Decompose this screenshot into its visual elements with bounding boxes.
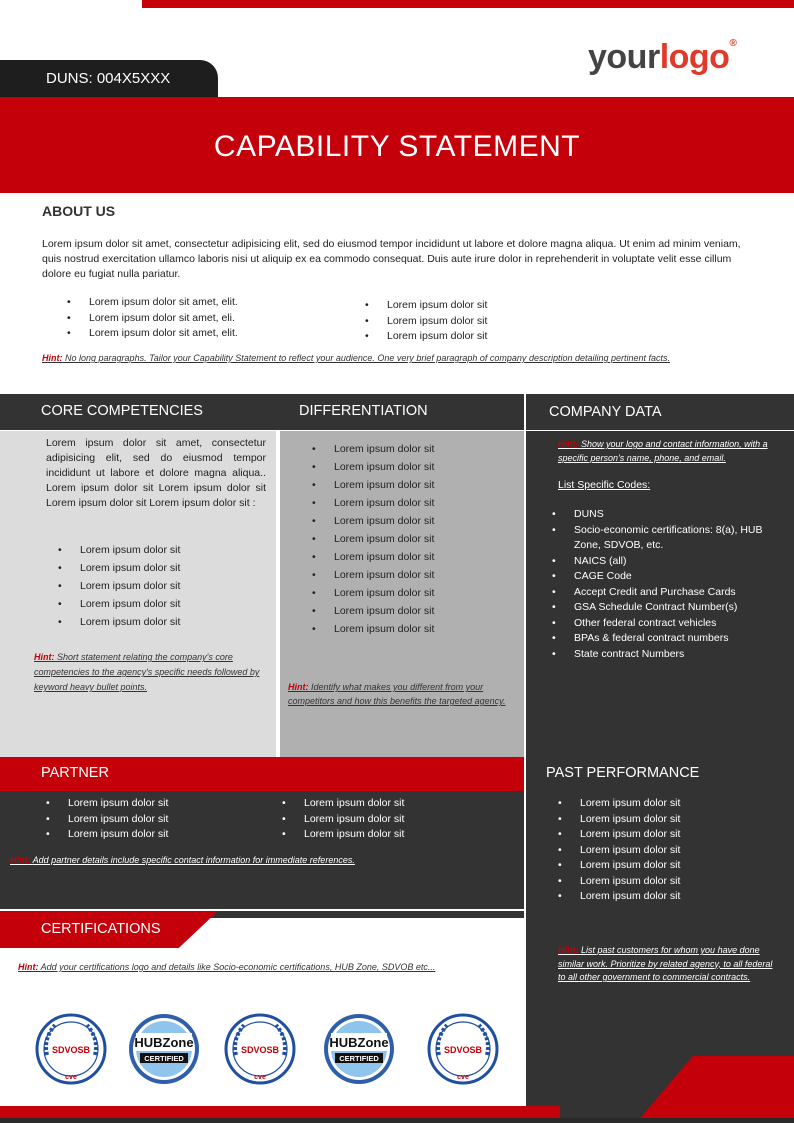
badge-sub: CERTIFIED xyxy=(339,1054,379,1063)
list-item: • Lorem ipsum dolor sit xyxy=(558,796,680,812)
about-us-list-left xyxy=(67,295,238,342)
list-item: • Lorem ipsum dolor sit xyxy=(558,843,680,859)
hubzone-badge-2 xyxy=(321,1011,397,1087)
list-item: • Lorem ipsum dolor sit xyxy=(282,827,404,843)
differentiation-title: DIFFERENTIATION xyxy=(299,403,428,419)
sdvosb-badge-1 xyxy=(33,1011,109,1087)
list-item: • Lorem ipsum dolor sit xyxy=(312,458,434,476)
list-item: • Lorem ipsum dolor sit xyxy=(365,298,487,314)
list-item: • Lorem ipsum dolor sit xyxy=(58,559,180,577)
certifications-divider xyxy=(210,911,524,918)
list-item: • Lorem ipsum dolor sit amet, elit. xyxy=(67,326,238,342)
logo-text-logo: logo xyxy=(659,38,730,76)
company-data-list xyxy=(552,507,788,662)
past-performance-hint xyxy=(558,944,780,985)
hint-label: Hint: xyxy=(18,962,39,972)
list-item: • Lorem ipsum dolor sit xyxy=(558,889,680,905)
hint-label: Hint: xyxy=(558,945,579,955)
hint-text: Identify what makes you different from your competitors and how this benefits the targeted agency. xyxy=(288,682,506,706)
hint-label: Hint: xyxy=(558,439,579,449)
logo-text-your: your xyxy=(588,38,660,76)
list-item: • Lorem ipsum dolor sit xyxy=(58,595,180,613)
duns-tab: DUNS: 004X5XXX xyxy=(0,60,218,97)
differentiation-hint xyxy=(288,680,514,708)
hint-text: Add your certifications logo and details like Socio-economic certifications, HUB Zone, SDVOB etc... xyxy=(40,962,436,972)
list-item: • Lorem ipsum dolor sit xyxy=(312,620,434,638)
hint-label: Hint: xyxy=(42,353,63,363)
list-item: • DUNS xyxy=(552,507,788,523)
list-item: • Lorem ipsum dolor sit xyxy=(365,314,487,330)
column-divider xyxy=(524,394,526,1123)
list-item: • Lorem ipsum dolor sit xyxy=(58,577,180,595)
core-competencies-title: CORE COMPETENCIES xyxy=(41,403,203,419)
company-data-title: COMPANY DATA xyxy=(549,404,662,420)
certifications-hint xyxy=(18,962,435,972)
list-item: • Lorem ipsum dolor sit xyxy=(365,329,487,345)
bottom-accent-bar xyxy=(0,1106,560,1118)
list-item: • Lorem ipsum dolor sit xyxy=(58,613,180,631)
list-item: • State contract Numbers xyxy=(552,647,788,663)
badge-sub: cve xyxy=(254,1074,266,1081)
past-performance-list xyxy=(558,796,680,905)
hint-text: Add partner details include specific contact information for immediate references. xyxy=(32,855,355,865)
list-item: • Lorem ipsum dolor sit xyxy=(282,796,404,812)
list-item: • CAGE Code xyxy=(552,569,788,585)
list-item: • Lorem ipsum dolor sit xyxy=(312,602,434,620)
badge-sub: CERTIFIED xyxy=(144,1054,184,1063)
list-item: • Lorem ipsum dolor sit xyxy=(46,812,168,828)
partner-list-left xyxy=(46,796,168,843)
list-item: • Lorem ipsum dolor sit xyxy=(312,476,434,494)
badge-label: SDVOSB xyxy=(443,1045,483,1055)
core-competencies-hint xyxy=(34,650,266,695)
about-us-list-right xyxy=(365,298,487,345)
company-logo xyxy=(588,38,736,77)
partner-list-right xyxy=(282,796,404,843)
sdvosb-badge-3 xyxy=(425,1011,501,1087)
list-item: • Lorem ipsum dolor sit xyxy=(46,827,168,843)
badge-label: HUBZone xyxy=(134,1035,194,1050)
badge-label: HUBZone xyxy=(329,1035,389,1050)
hint-label: Hint: xyxy=(34,652,55,662)
list-item: • Lorem ipsum dolor sit xyxy=(558,827,680,843)
hint-label: Hint: xyxy=(288,682,309,692)
list-item: • Lorem ipsum dolor sit xyxy=(312,494,434,512)
certifications-title: CERTIFICATIONS xyxy=(41,921,161,937)
list-item: • Lorem ipsum dolor sit amet, elit. xyxy=(67,295,238,311)
list-item: • NAICS (all) xyxy=(552,554,788,570)
list-item: • Lorem ipsum dolor sit xyxy=(46,796,168,812)
hint-text: Short statement relating the company's core competencies to the agency's specific needs followed by keyword heavy bullet points. xyxy=(34,652,260,692)
hint-text: List past customers for whom you have done similar work. Prioritize by related agency, to all federal to all other government to commercial contracts. xyxy=(558,945,773,982)
list-item: • Lorem ipsum dolor sit xyxy=(312,548,434,566)
about-us-hint xyxy=(42,353,670,363)
list-item: • Lorem ipsum dolor sit xyxy=(282,812,404,828)
about-us-paragraph: Lorem ipsum dolor sit amet, consectetur adipisicing elit, sed do eiusmod tempor incididunt ut labore et dolore magna aliqua. Ut enim ad minim veniam, quis nostrud exercitation ullamco laboris nisi ut aliquip ex ea commodo consequat. Duis aute irure dolor in reprehenderit in voluptate velit esse cillum dolore eu fugiat nulla pariatur. xyxy=(42,238,741,280)
hint-text: Show your logo and contact information, with a specific person's name, phone, and email. xyxy=(558,439,768,463)
title-banner xyxy=(0,97,794,193)
sdvosb-badge-2 xyxy=(222,1011,298,1087)
hint-label: Hint: xyxy=(10,855,31,865)
list-item: • Accept Credit and Purchase Cards xyxy=(552,585,788,601)
list-item: • Socio-economic certifications: 8(a), HUB Zone, SDVOB, etc. xyxy=(552,523,788,554)
company-data-hint xyxy=(558,437,778,465)
list-item: • BPAs & federal contract numbers xyxy=(552,631,788,647)
list-item: • Lorem ipsum dolor sit xyxy=(58,541,180,559)
list-item: • Lorem ipsum dolor sit xyxy=(312,440,434,458)
list-item: • Lorem ipsum dolor sit xyxy=(558,858,680,874)
partner-title: PARTNER xyxy=(41,765,109,781)
badge-label: SDVOSB xyxy=(240,1045,280,1055)
about-us-title: ABOUT US xyxy=(42,203,116,219)
list-item: • GSA Schedule Contract Number(s) xyxy=(552,600,788,616)
core-competencies-paragraph: Lorem ipsum dolor sit amet, consectetur adipisicing elit, sed do eiusmod tempor incididunt ut labore et dolore magna aliqua.. Lorem ipsum dolor sit Lorem ipsum dolor sit Lorem ipsum dolor sit Lorem ipsum dolor sit : xyxy=(46,437,266,509)
list-item: • Lorem ipsum dolor sit amet, eli. xyxy=(67,311,238,327)
badge-label: SDVOSB xyxy=(51,1045,91,1055)
company-data-subtitle: List Specific Codes: xyxy=(558,479,651,491)
list-item: • Lorem ipsum dolor sit xyxy=(312,530,434,548)
differentiation-list xyxy=(312,440,434,638)
hint-text: No long paragraphs. Tailor your Capability Statement to reflect your audience. One very brief paragraph of company description detailing pertinent facts. xyxy=(65,353,671,363)
list-item: • Lorem ipsum dolor sit xyxy=(558,812,680,828)
list-item: • Lorem ipsum dolor sit xyxy=(558,874,680,890)
past-performance-title: PAST PERFORMANCE xyxy=(546,765,700,781)
badge-sub: cve xyxy=(65,1074,77,1081)
hubzone-badge-1 xyxy=(126,1011,202,1087)
page-title: CAPABILITY STATEMENT xyxy=(213,130,581,163)
list-item: • Lorem ipsum dolor sit xyxy=(312,512,434,530)
logo-registered-mark: ® xyxy=(729,38,737,49)
list-item: • Lorem ipsum dolor sit xyxy=(312,584,434,602)
top-accent-bar xyxy=(142,0,794,8)
badge-sub: cve xyxy=(457,1074,469,1081)
list-item: • Other federal contract vehicles xyxy=(552,616,788,632)
bottom-dark-bar xyxy=(0,1118,794,1123)
list-item: • Lorem ipsum dolor sit xyxy=(312,566,434,584)
core-competencies-list xyxy=(58,541,180,631)
partner-hint xyxy=(10,855,355,865)
